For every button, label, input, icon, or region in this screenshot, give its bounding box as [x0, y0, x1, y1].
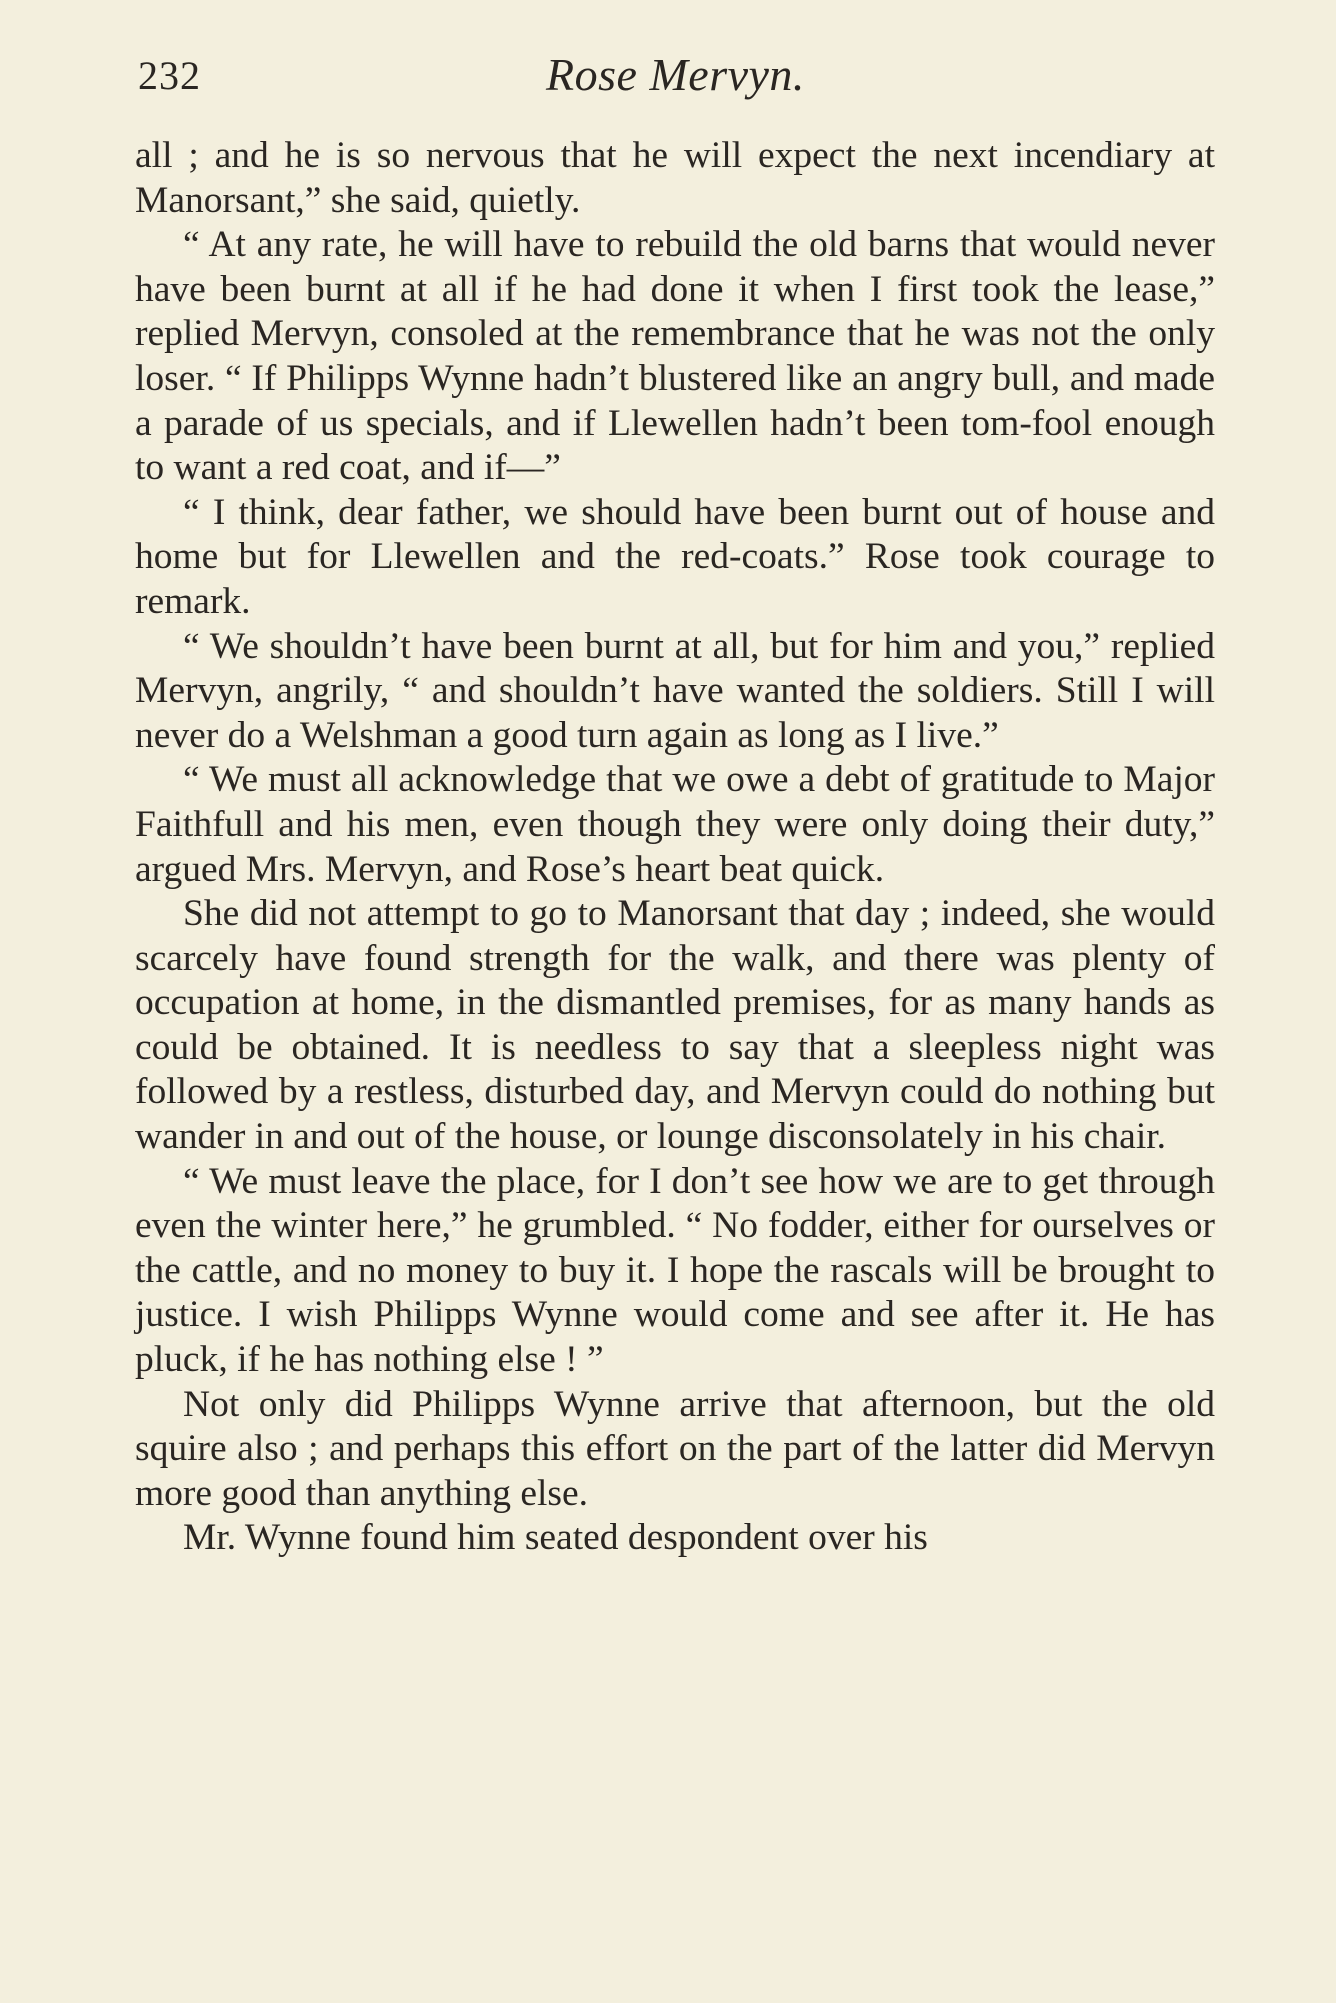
page-number: 232: [138, 53, 201, 98]
paragraph: “ At any rate, he will have to rebuild the old barns that would never have been burnt at all if he had done it when I first took the lease,” replied Mervyn, consoled at the remembrance that he was not the only loser. “ If Philipps Wynne hadn’t blustered like an angry bull, and made a parade of us specials, and if Llewellen hadn’t been tom-fool enough to want a red coat, and if—”: [135, 224, 1215, 489]
paragraph: “ I think, dear father, we should have been burnt out of house and home but for Llewellen and the red-coats.” Rose took courage to remark.: [135, 491, 1215, 622]
paragraph: “ We must leave the place, for I don’t see how we are to get through even the winter here,” he grumbled. “ No fodder, either for ourselves or the cattle, and no money to buy it. I hope the rascals will be brought to justice. I wish Philipps Wynne would come and see after it. He has pluck, if he has nothing else ! ”: [135, 1160, 1215, 1381]
paragraph: Not only did Philipps Wynne arrive that afternoon, but the old squire also ; and perhaps this effort on the part of the latter did Mervyn more good than anything else.: [135, 1383, 1215, 1514]
paragraph: “ We must all acknowledge that we owe a debt of gratitude to Major Faithfull and his men, even though they were only doing their duty,” argued Mrs. Mervyn, and Rose’s heart beat quick.: [135, 759, 1215, 890]
paragraph: “ We shouldn’t have been burnt at all, but for him and you,” replied Mervyn, angrily, “ and shouldn’t have wanted the soldiers. Still I will never do a Welshman a good turn again as long as I live.”: [135, 625, 1215, 756]
paragraph: all ; and he is so nervous that he will expect the next incendiary at Manorsant,” she said, quietly.: [135, 135, 1215, 221]
page-header: [138, 48, 1213, 108]
running-title: Rose Mervyn.: [546, 49, 805, 100]
body-text: [135, 134, 1215, 1561]
paragraph: She did not attempt to go to Manorsant that day ; indeed, she would scarcely have found strength for the walk, and there was plenty of occupation at home, in the dismantled premises, for as many hands as could be obtained. It is needless to say that a sleepless night was followed by a restless, disturbed day, and Mervyn could do nothing but wander in and out of the house, or lounge disconsolately in his chair.: [135, 893, 1215, 1158]
paragraph: Mr. Wynne found him seated despondent over his: [183, 1517, 928, 1559]
